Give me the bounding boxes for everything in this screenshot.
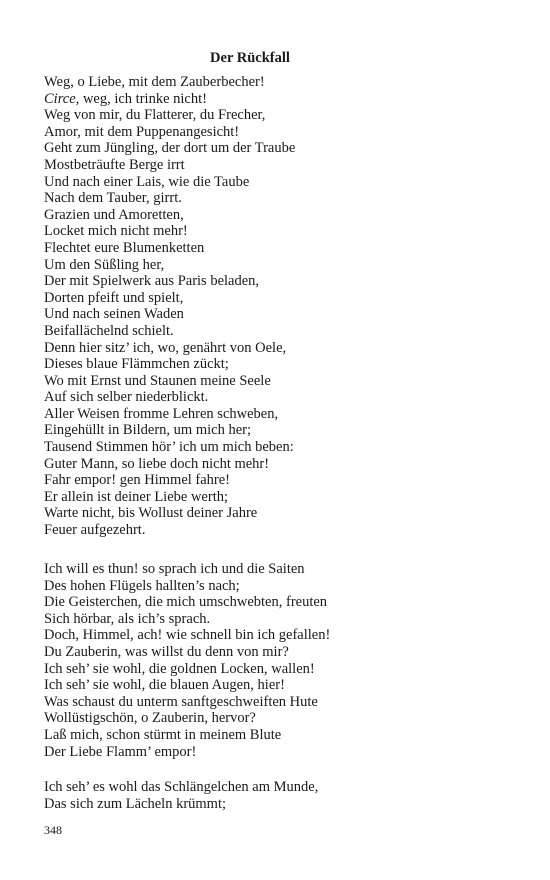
poem-line: Feuer aufgezehrt. — [44, 522, 146, 539]
poem-line: Wo mit Ernst und Staunen meine Seele — [44, 372, 271, 389]
poem-line: Der Liebe Flamm’ empor! — [44, 743, 197, 760]
poem-line: Ich seh’ sie wohl, die blauen Augen, hier! — [44, 677, 285, 694]
poem-line: Der mit Spielwerk aus Paris beladen, — [44, 273, 260, 290]
poem-line — [44, 91, 295, 108]
poem-title: Der Rückfall — [210, 50, 290, 66]
poem-line: Geht zum Jüngling, der dort um der Traube — [44, 140, 296, 157]
poem-line: Aller Weisen fromme Lehren schweben, — [44, 405, 279, 422]
poem-line: Dieses blaue Flämmchen zückt; — [44, 356, 229, 373]
stanza-1 — [44, 74, 295, 539]
poem-line: Mostbeträufte Berge irrt — [44, 156, 185, 173]
poem-line: Dorten pfeift und spielt, — [44, 289, 184, 306]
poem-line: Laß mich, schon stürmt in meinem Blute — [44, 726, 282, 743]
poem-line: Das sich zum Lächeln krümmt; — [44, 795, 227, 812]
poem-line: Fahr empor! gen Himmel fahre! — [44, 472, 231, 489]
page-number: 348 — [44, 823, 62, 837]
poem-line: Doch, Himmel, ach! wie schnell bin ich gefallen! — [44, 627, 331, 644]
poem-line: Ich seh’ es wohl das Schlängelchen am Munde, — [44, 779, 319, 795]
poem-line: Die Geisterchen, die mich umschwebten, freuten — [44, 594, 328, 611]
poem-line: Und nach einer Lais, wie die Taube — [44, 173, 250, 190]
poem-line: Und nach seinen Waden — [44, 306, 184, 323]
stanza-2 — [44, 561, 330, 760]
poem-line: Was schaust du unterm sanftgeschweiften Hute — [44, 693, 318, 710]
poem-line: Wollüstigschön, o Zauberin, hervor? — [44, 710, 256, 727]
poem-line: Denn hier sitz’ ich, wo, genährt von Oele, — [44, 339, 287, 356]
poem-line: Weg, o Liebe, mit dem Zauberbecher! — [44, 74, 265, 90]
poem-line: Sich hörbar, als ich’s sprach. — [44, 610, 211, 627]
poem-line: Guter Mann, so liebe doch nicht mehr! — [44, 455, 270, 472]
poem-line: Tausend Stimmen hör’ ich um mich beben: — [44, 439, 294, 456]
poem-line: Auf sich selber niederblickt. — [44, 389, 209, 406]
poem-line: Ich seh’ sie wohl, die goldnen Locken, wallen! — [44, 660, 315, 677]
italic-name: Circe — [44, 90, 76, 107]
poem-line: Locket mich nicht mehr! — [44, 223, 188, 240]
poem-line: Um den Süßling her, — [44, 256, 165, 273]
poem-line: Eingehüllt in Bildern, um mich her; — [44, 422, 251, 439]
poem-line: Nach dem Tauber, girrt. — [44, 190, 182, 207]
poem-line: Ich will es thun! so sprach ich und die Saiten — [44, 561, 305, 577]
poem-line: Beifallächelnd schielt. — [44, 322, 174, 339]
poem-line: Er allein ist deiner Liebe werth; — [44, 488, 228, 505]
line-text: , weg, ich trinke nicht! — [75, 90, 207, 107]
poem-line: Des hohen Flügels hallten’s nach; — [44, 577, 240, 594]
poem-line: Weg von mir, du Flatterer, du Frecher, — [44, 107, 266, 124]
poem-line: Amor, mit dem Puppenangesicht! — [44, 123, 240, 140]
stanza-3 — [44, 779, 318, 812]
poem-line: Flechtet eure Blumenketten — [44, 239, 205, 256]
poem-line: Warte nicht, bis Wollust deiner Jahre — [44, 505, 258, 522]
poem-line: Du Zauberin, was willst du denn von mir? — [44, 643, 289, 660]
poem-line: Grazien und Amoretten, — [44, 206, 184, 223]
